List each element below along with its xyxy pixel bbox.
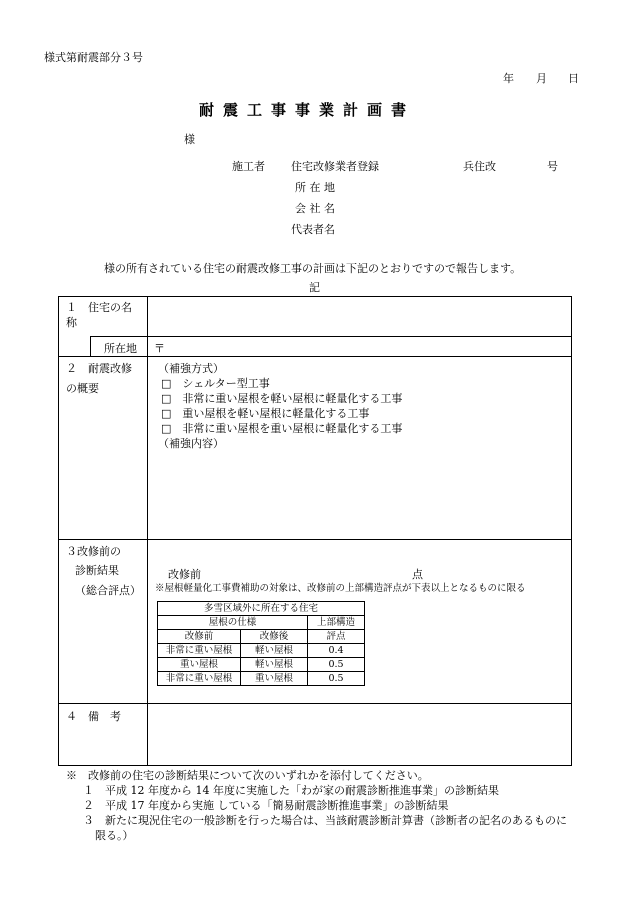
- score-header: 評点: [308, 630, 365, 644]
- method-heading: （補強方式）: [158, 362, 224, 375]
- diagnosis-label: ３改修前の: [66, 545, 121, 558]
- footnote-lead: ※ 改修前の住宅の診断結果について次のいずれかを添付してください。: [66, 769, 429, 782]
- before-cell: 重い屋根: [158, 658, 241, 672]
- footnote-item: ３ 新たに現況住宅の一般診断を行った場合は、当該耐震診断計算書（診断者の記名のあるものに: [83, 814, 567, 827]
- representative-label: 代表者名: [291, 223, 335, 236]
- diagnosis-score-label: （総合評点）: [75, 584, 141, 597]
- score-cell: 0.4: [308, 644, 365, 658]
- intro-text: 様の所有されている住宅の耐震改修工事の計画は下記のとおりですので報告します。: [104, 262, 522, 275]
- points-label: 点: [412, 568, 423, 581]
- addressee-suffix: 様: [184, 133, 195, 146]
- method-option[interactable]: □ 非常に重い屋根を軽い屋根に軽量化する工事: [161, 392, 403, 405]
- company-label: 会 社 名: [295, 202, 335, 215]
- before-cell: 非常に重い屋根: [158, 644, 241, 658]
- before-header: 改修前: [158, 630, 241, 644]
- after-cell: 軽い屋根: [241, 644, 308, 658]
- footnote-item-cont: 限る。）: [95, 829, 134, 842]
- date-day-label: 日: [568, 72, 579, 85]
- page-title: 耐震工事事業計画書: [199, 101, 416, 119]
- sub-column-divider: [90, 336, 91, 356]
- diagnosis-label-cont: 診断結果: [75, 564, 119, 577]
- after-cell: 重い屋根: [241, 672, 308, 686]
- score-cell: 0.5: [308, 672, 365, 686]
- registration-suffix: 号: [547, 160, 558, 173]
- plan-table: [58, 296, 572, 766]
- method-option[interactable]: □ 重い屋根を軽い屋根に軽量化する工事: [161, 407, 370, 420]
- after-cell: 軽い屋根: [241, 658, 308, 672]
- footnote-item: １ 平成 12 年度から 14 年度に実施した「わが家の耐震診断推進事業」の診断結果: [83, 784, 499, 797]
- row-divider: [58, 356, 572, 357]
- upper-score-header: 上部構造: [308, 616, 365, 630]
- after-header: 改修後: [241, 630, 308, 644]
- footnote-item: ２ 平成 17 年度から実施 している「簡易耐震診断推進事業」の診断結果: [83, 799, 449, 812]
- content-heading: （補強内容）: [158, 437, 224, 450]
- table-row: [158, 658, 365, 672]
- postal-mark: 〒: [154, 342, 165, 355]
- address-label: 所 在 地: [295, 181, 335, 194]
- table-row: [158, 644, 365, 658]
- house-name-label-cont: 称: [66, 316, 77, 329]
- registration-label: 住宅改修業者登録: [291, 160, 379, 173]
- row-divider: [58, 703, 572, 704]
- score-cell: 0.5: [308, 658, 365, 672]
- criteria-table: [157, 601, 365, 686]
- date-year-label: 年: [503, 72, 514, 85]
- method-option[interactable]: □ 非常に重い屋根を重い屋根に軽量化する工事: [161, 422, 403, 435]
- before-label: 改修前: [168, 568, 201, 581]
- contractor-label: 施工者: [232, 160, 265, 173]
- house-name-label: １ 住宅の名: [66, 301, 132, 314]
- method-option[interactable]: □ シェルター型工事: [161, 377, 270, 390]
- registration-prefix: 兵住改: [463, 160, 496, 173]
- overview-label-cont: の概要: [66, 382, 99, 395]
- roof-note: ※屋根軽量化工事費補助の対象は、改修前の上部構造評点が下表以上となるものに限る: [155, 583, 526, 594]
- ki-label: 記: [309, 281, 320, 294]
- before-cell: 非常に重い屋根: [158, 672, 241, 686]
- column-divider: [147, 296, 148, 766]
- roof-spec-header: 屋根の仕様: [158, 616, 308, 630]
- row-divider: [58, 539, 572, 540]
- criteria-table-title: 多雪区域外に所在する住宅: [158, 602, 365, 616]
- overview-label: ２ 耐震改修: [66, 362, 132, 375]
- remarks-label: ４ 備 考: [66, 710, 121, 723]
- row-divider: [90, 336, 572, 337]
- date-month-label: 月: [536, 72, 547, 85]
- location-label: 所在地: [104, 342, 137, 355]
- form-number: 様式第耐震部分３号: [44, 51, 143, 64]
- table-row: [158, 672, 365, 686]
